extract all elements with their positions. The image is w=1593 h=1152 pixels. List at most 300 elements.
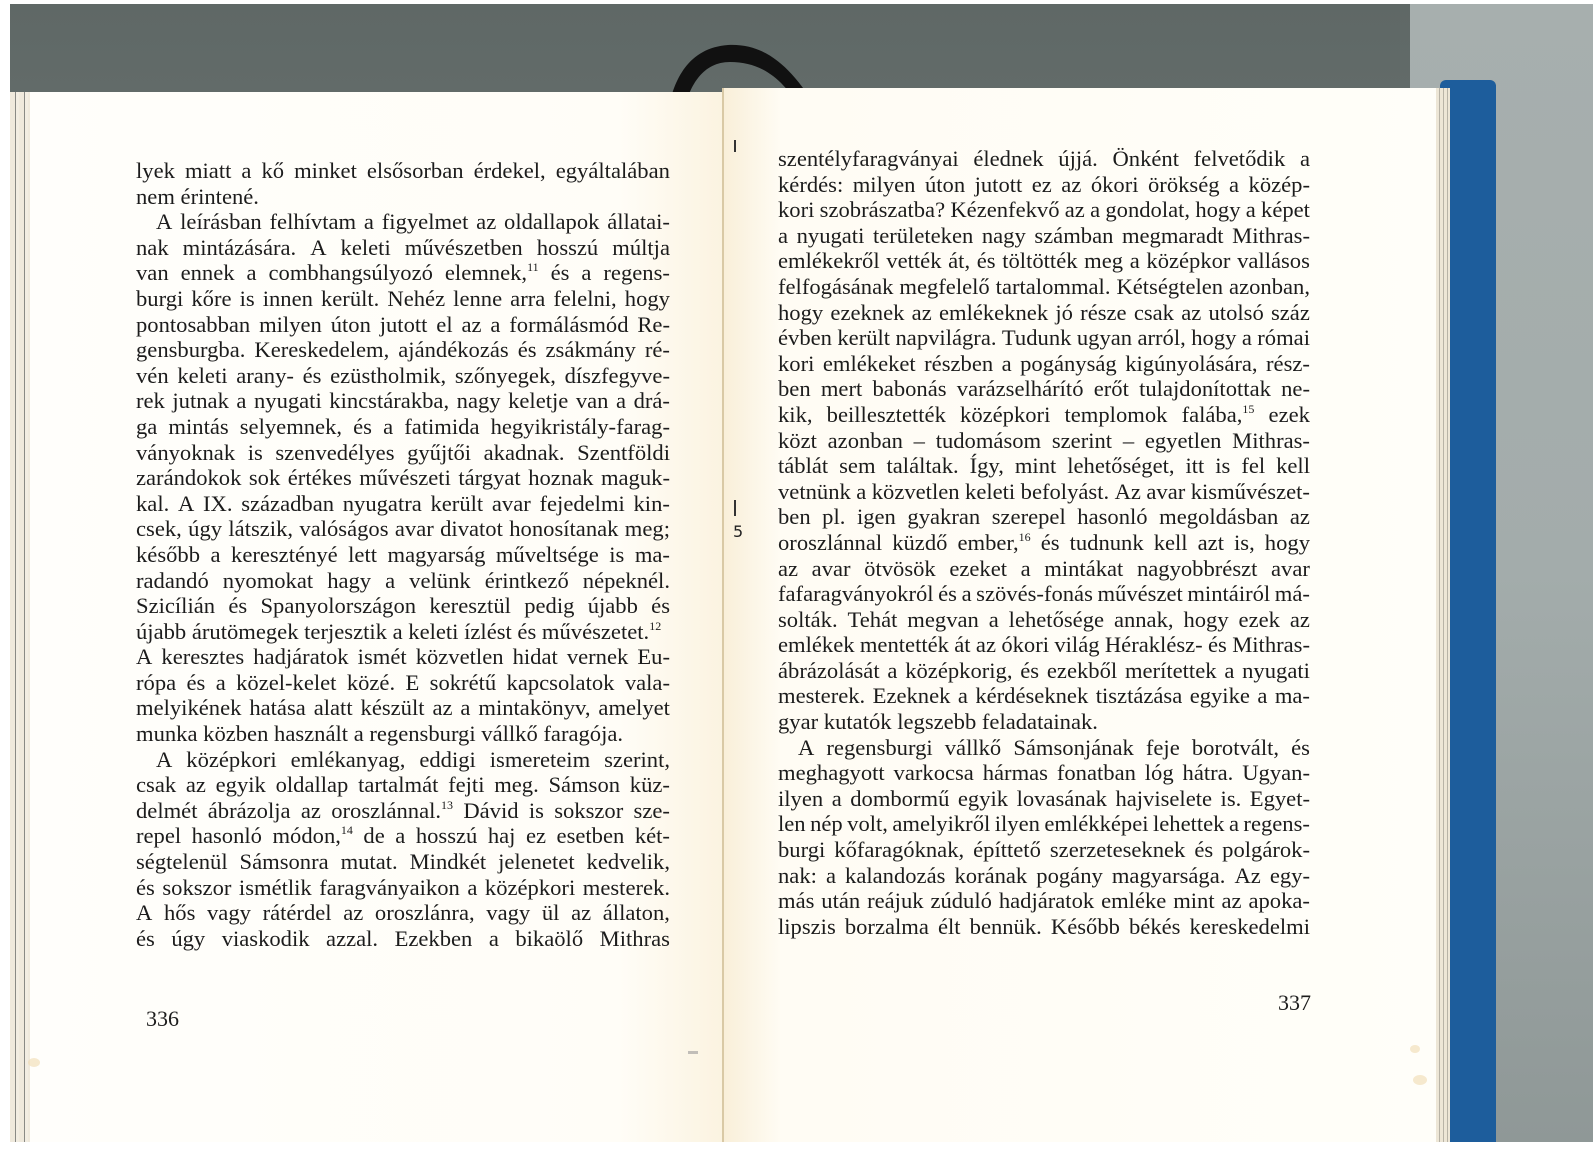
word: zúduló [930, 888, 992, 914]
word: lóg [1144, 760, 1174, 786]
word: feje [1145, 734, 1180, 760]
word: selyemnek, [239, 413, 343, 439]
text-line [778, 811, 1310, 837]
word: újabb [587, 593, 638, 619]
word: a [778, 222, 789, 248]
word: erőt [1093, 376, 1129, 402]
text-line [136, 209, 670, 235]
word: tudnunk [1069, 529, 1144, 555]
word: arany- [236, 362, 294, 388]
word: nyugatra [342, 490, 422, 516]
word: és [1208, 632, 1227, 658]
word: közt [778, 427, 817, 453]
word: megmaradt [1121, 222, 1224, 248]
word: kapcsolatok [506, 669, 615, 695]
word: szerepel [991, 504, 1066, 530]
word: ennek [180, 260, 235, 286]
word: nak [136, 234, 169, 260]
word: lehettek [1152, 811, 1225, 837]
word: a [961, 581, 972, 607]
word: az [300, 797, 321, 823]
text-line [778, 172, 1310, 198]
word: érdekel, [473, 158, 546, 183]
word: nyugati [253, 388, 322, 414]
word: egyáltalában [555, 158, 670, 183]
word: sokszor [554, 797, 624, 823]
word: combhangsúlyozó [268, 260, 433, 286]
word: hajviselete [1115, 785, 1213, 811]
word: drá- [633, 388, 670, 414]
word: avar [811, 555, 851, 581]
word: úgy [171, 925, 206, 951]
word: lenne [453, 285, 503, 311]
word: része [1080, 299, 1127, 325]
word: került. [320, 285, 380, 311]
word: megoldásban [1159, 504, 1279, 530]
word: burgi [136, 285, 184, 311]
word: az [1061, 171, 1082, 197]
word: találtak. [886, 453, 959, 479]
word: sokrétű [429, 669, 497, 695]
word: Egyet- [1249, 785, 1310, 811]
word: regens- [1243, 811, 1310, 837]
word: művészet [1097, 581, 1183, 607]
word: és [1291, 734, 1310, 760]
word: a [467, 874, 478, 900]
word: keleti [340, 234, 391, 260]
word: Kereskedelem, [254, 337, 390, 363]
word: ismereteim [489, 746, 591, 772]
word: emléke [1101, 888, 1167, 914]
word: elsősorban [366, 158, 464, 183]
word: és [1020, 657, 1040, 683]
text-line [778, 683, 1310, 709]
word: hasonló [191, 823, 262, 849]
paper-stain [1410, 1045, 1420, 1053]
word: emlékeknek [938, 299, 1049, 325]
word: száz [1270, 299, 1310, 325]
word: a [363, 209, 374, 235]
word: vagy [207, 900, 251, 926]
word: díszfegyve- [564, 362, 670, 388]
word: az [1289, 504, 1310, 530]
word: évben [778, 325, 832, 351]
word: is [1215, 453, 1231, 479]
word: a [825, 862, 836, 888]
word: is [528, 797, 544, 823]
word: közel-kelet [236, 669, 337, 695]
word: Ezekben [394, 925, 473, 951]
word: közvetlen [415, 644, 504, 670]
word: kőfaragóknak, [834, 837, 965, 863]
word: ilyen [778, 785, 824, 811]
word: csak [1133, 299, 1174, 325]
text-line [136, 158, 670, 184]
word: vállkő [944, 734, 1002, 760]
text-line [136, 721, 670, 747]
word: szentélyfaragványai [778, 146, 959, 171]
word: mesterek. [582, 874, 670, 900]
word: avar [1271, 555, 1310, 581]
word: Az [1114, 478, 1141, 504]
word: Eu- [637, 644, 670, 670]
word: a [385, 567, 396, 593]
word: múltja [612, 234, 670, 260]
word: és [976, 248, 996, 274]
word: valóságos [299, 516, 389, 542]
word: szőnyegek, [454, 362, 556, 388]
text-line [136, 465, 670, 491]
word: ezeket [949, 555, 1008, 581]
word: és [353, 413, 372, 439]
word: küz- [629, 772, 670, 798]
word: haj [487, 823, 516, 849]
word: a [957, 683, 968, 709]
word: hátra. [1182, 760, 1234, 786]
word: oldallap [275, 772, 349, 798]
word: az [343, 900, 364, 926]
text-line [136, 619, 670, 645]
word: faragványaikon [319, 874, 460, 900]
text-line [778, 351, 1310, 377]
text-line [778, 223, 1310, 249]
text-line [136, 926, 670, 952]
word: újjá. [1058, 146, 1098, 171]
word: Mithras- [1232, 222, 1310, 248]
word: középkor [1146, 248, 1231, 274]
word: korának [954, 862, 1028, 888]
word: ajándékozás [398, 337, 509, 363]
word: ez [1031, 171, 1052, 197]
word: meghagyott [778, 760, 885, 786]
word: oroszlánnal [778, 529, 883, 555]
word: emlékek [778, 632, 855, 658]
word: Ezeknek [872, 683, 951, 709]
word: is [609, 541, 625, 567]
word: a [1245, 197, 1256, 223]
text-line [778, 453, 1310, 479]
word: avar [491, 490, 531, 516]
word: felelni, [553, 285, 617, 311]
word: a [616, 388, 627, 414]
word: varkocsa [893, 760, 974, 786]
word: IX. [203, 490, 233, 516]
word: Nehéz [387, 285, 446, 311]
word: hatása [249, 695, 306, 721]
text-line [136, 900, 670, 926]
word: meg [1084, 248, 1124, 274]
word: mint [1173, 888, 1215, 914]
text-line [778, 658, 1310, 684]
word: hadjáratok [998, 888, 1095, 914]
word: nagy [981, 222, 1026, 248]
word: delmét [136, 797, 198, 823]
word: a [1020, 555, 1031, 581]
word: népeknél. [582, 567, 670, 593]
word: az [571, 900, 592, 926]
word: sze- [633, 797, 670, 823]
word: kori [778, 197, 815, 223]
footnote-reference: 12 [649, 618, 662, 633]
word: reájuk [867, 888, 924, 914]
word: érintkező [484, 567, 569, 593]
scan-speck [688, 1051, 698, 1054]
word: má- [1274, 581, 1310, 607]
book-gutter [722, 88, 724, 1142]
word: sok [248, 465, 281, 491]
word: hosszú [536, 234, 599, 260]
text-line [136, 235, 670, 261]
word: a [581, 260, 592, 286]
word: vették [886, 248, 942, 274]
word: hogy [778, 299, 824, 325]
word: beillesztették [826, 401, 946, 427]
word: a [246, 260, 257, 286]
word: kedvelik, [586, 849, 670, 875]
word: egyike [1189, 683, 1250, 709]
word: melyikének [136, 695, 242, 721]
word: gyakran [907, 504, 981, 530]
word: látszik, [228, 516, 294, 542]
word: a [395, 823, 406, 849]
word: kő [261, 158, 285, 183]
word: esetben [556, 823, 625, 849]
word: a [1299, 146, 1310, 171]
word: lett [348, 541, 378, 567]
word: itt [1185, 453, 1205, 479]
word: került [430, 490, 484, 516]
word: pogány [1036, 862, 1103, 888]
word: értékes [287, 465, 352, 491]
word: csek, [136, 516, 182, 542]
word: emlékekről [778, 248, 880, 274]
word: az [1181, 299, 1202, 325]
word: nak: [778, 862, 817, 888]
word: vallásos [1237, 248, 1310, 274]
word: a [236, 388, 247, 414]
page-number-right: 337 [1278, 990, 1311, 1015]
word: ben [778, 376, 811, 402]
word: gensburgba. [136, 337, 246, 363]
word: E [405, 669, 420, 695]
word: közép- [1248, 171, 1310, 197]
word: az [778, 555, 799, 581]
word: babonás [872, 376, 947, 402]
text-line-content: gyar kutatók legszebb feladatainak. [778, 709, 1098, 735]
word: ezüstholmik, [330, 362, 447, 388]
word: divatot [440, 516, 503, 542]
word: a [490, 311, 501, 337]
word: az [975, 632, 996, 658]
word: ga [136, 413, 158, 439]
word: jutott [379, 311, 428, 337]
word: Sámsonjának [1013, 734, 1134, 760]
word: – [1122, 427, 1135, 453]
text-line [136, 363, 670, 389]
word: a [1229, 171, 1240, 197]
word: a [1241, 325, 1252, 351]
word: ezeknek [830, 299, 905, 325]
word: A [136, 900, 153, 926]
word: ré- [644, 337, 670, 363]
word: és [186, 669, 206, 695]
text-line [778, 735, 1310, 761]
text-line [136, 772, 670, 798]
word: utolsó [1208, 299, 1264, 325]
text-line [136, 337, 670, 363]
word: lovasának [1016, 785, 1107, 811]
word: A [136, 644, 153, 670]
word: kell [1276, 453, 1310, 479]
word: kell [1153, 529, 1188, 555]
word: meg; [624, 516, 670, 542]
paper-stain [28, 1058, 40, 1067]
word: mentették [859, 632, 949, 658]
word: keresztül [429, 593, 511, 619]
word: töltötték [1002, 248, 1078, 274]
word: solták. [778, 606, 838, 632]
text-line [778, 197, 1310, 223]
word: amelyet [598, 695, 670, 721]
word: fejedelmi [539, 490, 625, 516]
word: Sámsonra [239, 849, 329, 875]
word: közé. [346, 669, 396, 695]
word: Héraklész- [1104, 632, 1203, 658]
word: felfogásának [778, 273, 894, 299]
word: kereskedelmi [1189, 913, 1310, 939]
word: ezek [1268, 401, 1310, 427]
word: az [185, 772, 206, 798]
text-line [778, 556, 1310, 582]
word: ugyan [1076, 325, 1133, 351]
word: magyarság [387, 541, 486, 567]
word: készült [360, 695, 425, 721]
word: Később [1050, 913, 1120, 939]
text-line [778, 709, 1310, 735]
word: a [1129, 248, 1140, 274]
word: Kétségtelen [1116, 273, 1224, 299]
word: és [550, 260, 570, 286]
word: tudomásom [935, 427, 1042, 453]
text-line [136, 695, 670, 721]
word: Önként [1112, 146, 1179, 171]
word: állaton, [602, 900, 670, 926]
word: szövés-fonás [976, 581, 1093, 607]
word: ma- [1274, 683, 1310, 709]
word: a [383, 413, 394, 439]
word: a [241, 158, 252, 183]
word: formálásmód [509, 311, 629, 337]
word: hagy [327, 567, 372, 593]
word: sokszor [162, 874, 232, 900]
word: A [177, 490, 195, 516]
word: a [988, 606, 999, 632]
word: lehetősége [1008, 606, 1105, 632]
text-line [778, 837, 1310, 863]
word: emlékeket [822, 350, 916, 376]
word: középkori [484, 874, 576, 900]
word: szenvedélyes [275, 439, 395, 465]
word: hős [163, 900, 196, 926]
word: gyűjtői [407, 439, 472, 465]
word: kin- [633, 490, 670, 516]
text-line [136, 516, 670, 542]
word: egyik [215, 772, 266, 798]
gutter-mark: 5 [733, 522, 744, 541]
word: a [1224, 657, 1235, 683]
word: is [247, 439, 263, 465]
word: Ugyan- [1242, 760, 1310, 786]
word: a [215, 669, 226, 695]
word: jutott [974, 171, 1023, 197]
word: és [136, 925, 155, 951]
word: a [1090, 197, 1101, 223]
word: szobrászatba? [819, 197, 946, 223]
word: a [887, 657, 898, 683]
text-line-content: újabb árutömegek terjesztik a keleti ízlést és művészetet. [136, 618, 650, 644]
word: van [136, 260, 169, 286]
word: Spanyolországon [260, 593, 417, 619]
gutter-tick-mark [734, 140, 736, 152]
word: úton [330, 311, 371, 337]
word: jutnak [172, 388, 229, 414]
word: tartalmát [358, 772, 439, 798]
word: kincstárakba, [329, 388, 450, 414]
word: befolyást. [1020, 478, 1110, 504]
word: rész- [1266, 350, 1310, 376]
word: hegyikristály-farag- [490, 413, 670, 439]
text-line [778, 300, 1310, 326]
word: mintáiról [1187, 581, 1271, 607]
word: meg. [494, 772, 539, 798]
word: repel [136, 823, 182, 849]
word: Re- [637, 311, 670, 337]
word: át, [948, 248, 971, 274]
word: emlékképei [1044, 811, 1149, 837]
word: a [210, 541, 221, 567]
paper-stain [1413, 1075, 1427, 1085]
word: kőre [191, 285, 232, 311]
word: fatimida [404, 413, 480, 439]
word: A [156, 746, 173, 772]
word: ez [525, 823, 547, 849]
word: el [436, 311, 453, 337]
word: fonatban [1056, 760, 1136, 786]
word: arra [510, 285, 546, 311]
word: regensburgi [826, 734, 933, 760]
word: úgy [188, 516, 223, 542]
word: számban [1034, 222, 1114, 248]
word: bikaölő [515, 925, 584, 951]
word: avar [394, 516, 434, 542]
word: két- [634, 823, 670, 849]
word: de [363, 823, 385, 849]
word: lyek [136, 158, 175, 183]
word: művészeti [359, 465, 451, 491]
text-line [136, 184, 670, 210]
page-number-left: 336 [146, 1006, 179, 1031]
word: ember,$^{16}$ [957, 529, 1031, 555]
word: nyomokat [222, 567, 314, 593]
word: honosítanak [509, 516, 619, 542]
word: és [938, 581, 957, 607]
word: igen [856, 504, 896, 530]
word: kérdés: [778, 171, 844, 197]
word: azonban [827, 427, 903, 453]
word: mert [820, 376, 863, 402]
text-line [136, 388, 670, 414]
word: az [432, 695, 453, 721]
